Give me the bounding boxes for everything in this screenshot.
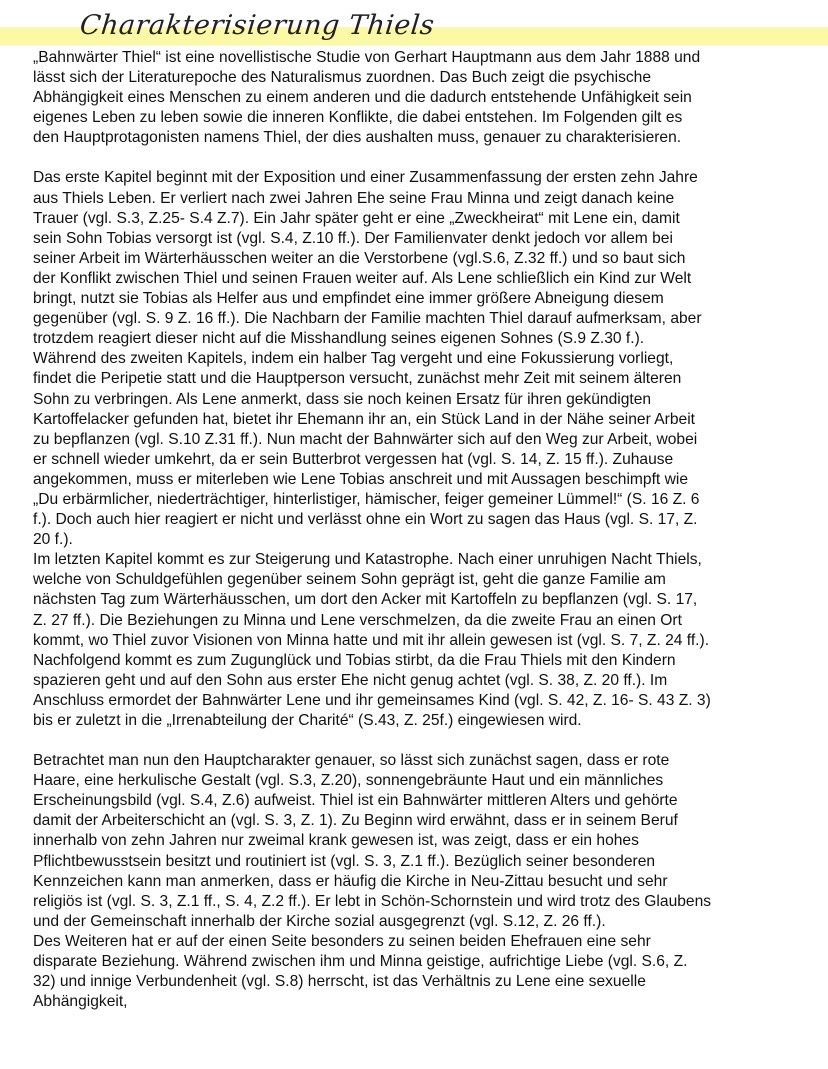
paragraph-gap xyxy=(33,731,805,751)
page-title: Charakterisierung Thiels xyxy=(78,10,437,41)
document-body xyxy=(33,48,805,1012)
characterization-paragraph: Betrachtet man nun den Hauptcharakter genauer, so lässt sich zunächst sagen, dass er rote Haare, eine herkulische Gestalt (vgl. S.3, Z.20), sonnengebräunte Haut und ein männliches Erscheinungsbild (vgl. S.4, Z.6) aufweist. Thiel ist ein Bahnwärter mittleren Alters und gehörte damit der Arbeiterschicht an (vgl. S. 3, Z. 1). Zu Beginn wird erwähnt, dass er in seinem Beruf innerhalb von zehn Jahren nur zweimal krank gewesen ist, was zeigt, dass er ein hohes Pflichtbewusstsein besitzt und routiniert ist (vgl. S. 3, Z.1 ff.). Bezüglich seiner besonderen Kennzeichen kann man anmerken, dass er häufig die Kirche in Neu-Zittau besucht und sehr religiös ist (vgl. S. 3, Z.1 ff., S. 4, Z.2 ff.). Er lebt in Schön-Schornstein und wird trotz des Glaubens und der Gemeinschaft innerhalb der Kirche sozial ausgegrenzt (vgl. S.12, Z. 26 ff.). Des Weiteren hat er auf der einen Seite besonders zu seinen beiden Ehefrauen eine sehr disparate Beziehung. Während zwischen ihm und Minna geistige, aufrichtige Liebe (vgl. S.6, Z. 32) und innige Verbundenheit (vgl. S.8) herrscht, ist das Verhältnis zu Lene eine sexuelle Abhängigkeit, xyxy=(33,752,712,1011)
paragraph-gap xyxy=(33,148,805,168)
intro-paragraph: „Bahnwärter Thiel“ ist eine novellistische Studie von Gerhart Hauptmann aus dem Jahr 1888 und lässt sich der Literaturepoche des Naturalismus zuordnen. Das Buch zeigt die psychische Abhängigkeit eines Menschen zu einem anderen und die dadurch entstehende Unfähigkeit sein eigenes Leben zu leben sowie die inneren Konflikte, die dabei entstehen. Im Folgenden gilt es den Hauptprotagonisten namens Thiel, der dies aushalten muss, genauer zu charakterisieren. xyxy=(33,49,701,147)
plot-summary-paragraph: Das erste Kapitel beginnt mit der Exposition und einer Zusammenfassung der ersten zehn Jahre aus Thiels Leben. Er verliert nach zwei Jahren Ehe seine Frau Minna und zeigt danach keine Trauer (vgl. S.3, Z.25- S.4 Z.7). Ein Jahr später geht er eine „Zweckheirat“ mit Lene ein, damit sein Sohn Tobias versorgt ist (vgl. S.4, Z.10 ff.). Der Familienvater denkt jedoch vor allem bei seiner Arbeit im Wärterhäusschen weiter an die Verstorbene (vgl.S.6, Z.32 ff.) und so baut sich der Konflikt zwischen Thiel und seinen Frauen weiter auf. Als Lene schließlich ein Kind zur Welt bringt, nutzt sie Tobias als Helfer aus und empfindet eine immer größere Abneigung diesem gegenüber (vgl. S. 9 Z. 16 ff.). Die Nachbarn der Familie machten Thiel darauf aufmerksam, aber trotzdem reagiert dieser nicht auf die Misshandlung seines eigenen Sohnes (S.9 Z.30 f.). Während des zweiten Kapitels, indem ein halber Tag vergeht und eine Fokussierung vorliegt, findet die Peripetie statt und die Hauptperson versucht, zunächst mehr Zeit mit seinem älteren Sohn zu verbringen. Als Lene anmerkt, dass sie noch keinen Ersatz für ihren gekündigten Kartoffelacker gefunden hat, bietet ihr Ehemann ihr an, ein Stück Land in der Nähe seiner Arbeit zu bepflanzen (vgl. S.10 Z.31 ff.). Nun macht der Bahnwärter sich auf den Weg zur Arbeit, wobei er schnell wieder umkehrt, da er sein Butterbrot vergessen hat (vgl. S. 14, Z. 15 ff.). Zuhause angekommen, muss er miterleben wie Lene Tobias anschreit und mit Aussagen beschimpft wie „Du erbärmlicher, niederträchtiger, hinterlistiger, hämischer, feiger gemeiner Lümmel!“ (S. 16 Z. 6 f.). Doch auch hier reagiert er nicht und verlässt ohne ein Wort zu sagen das Haus (vgl. S. 17, Z. 20 f.). Im letzten Kapitel kommt es zur Steigerung und Katastrophe. Nach einer unruhigen Nacht Thiels, welche von Schuldgefühlen gegenüber seinem Sohn geprägt ist, geht die ganze Familie am nächsten Tag zum Wärterhäusschen, um dort den Acker mit Kartoffeln zu bepflanzen (vgl. S. 17, Z. 27 ff.). Die Beziehungen zu Minna und Lene verschmelzen, da die zweite Frau an einen Ort kommt, wo Thiel zuvor Visionen von Minna hatte und mit ihr allein gewesen ist (vgl. S. 7, Z. 24 ff.). Nachfolgend kommt es zum Zugunglück und Tobias stirbt, da die Frau Thiels mit den Kindern spazieren geht und auf den Sohn aus erster Ehe nicht genug achtet (vgl. S. 38, Z. 20 ff.). Im Anschluss ermordet der Bahnwärter Lene und ihr gemeinsames Kind (vgl. S. 42, Z. 16- S. 43 Z. 3) bis er zuletzt in die „Irrenabteilung der Charité“ (S.43, Z. 25f.) eingewiesen wird. xyxy=(33,169,711,729)
